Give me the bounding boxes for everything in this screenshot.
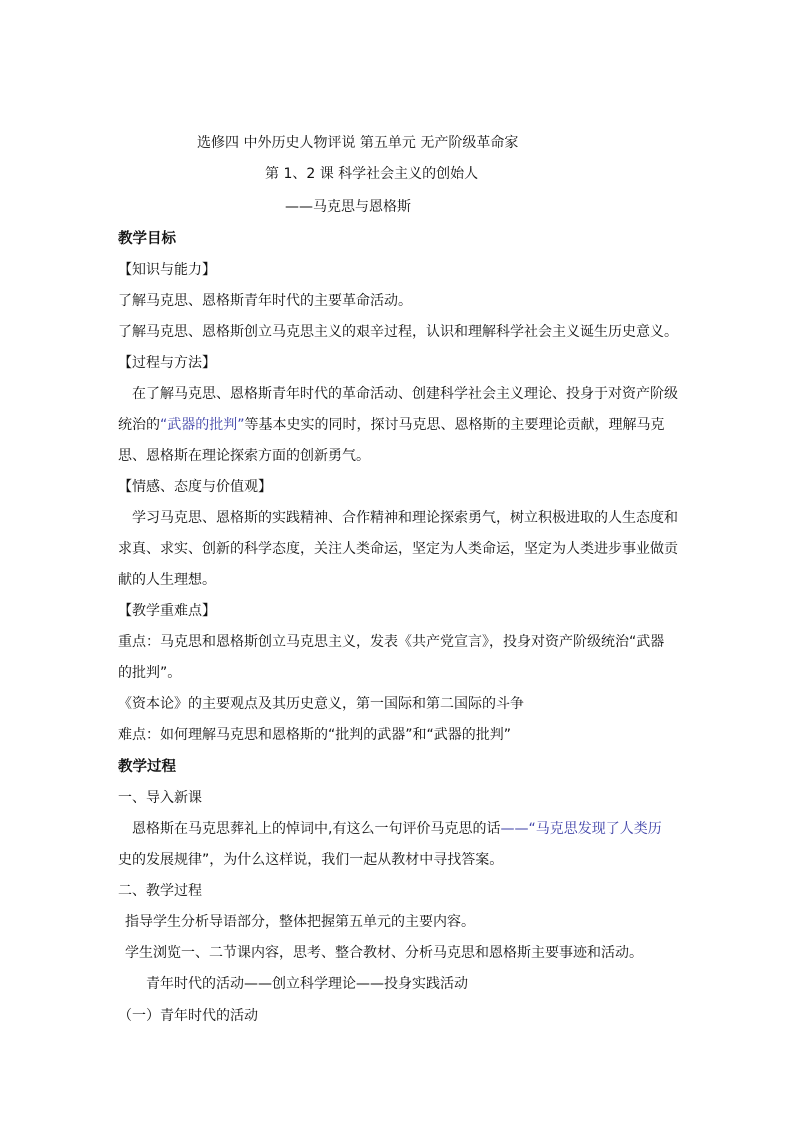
process-method-line-2-post: 等基本史实的同时，探讨马克思、恩格斯的主要理论贡献，理解马克 <box>244 417 665 433</box>
emotion-heading: 【情感、态度与价值观】 <box>118 479 272 495</box>
emotion-line-1: 学习马克思、恩格斯的实践精神、合作精神和理论探索勇气，树立积极进取的人生态度和 <box>132 510 678 526</box>
process-method-line-3: 思、恩格斯在理论探索方面的创新勇气。 <box>118 448 370 464</box>
process-method-line-2 <box>118 415 665 435</box>
key-point-line-2: 的批判”。 <box>118 665 182 681</box>
process-method-line-1: 在了解马克思、恩格斯青年时代的革命活动、创建科学社会主义理论、投身于对资产阶级 <box>132 386 678 402</box>
intro-line-1-pre: 恩格斯在马克思葬礼上的悼词中,有这么一句评价马克思的话 <box>132 821 501 837</box>
process-method-heading: 【过程与方法】 <box>118 355 216 371</box>
section-intro-heading: 一、导入新课 <box>118 790 202 806</box>
process-flow: 青年时代的活动——创立科学理论——投身实践活动 <box>146 976 468 992</box>
intro-line-2: 史的发展规律”，为什么这样说，我们一起从教材中寻找答案。 <box>118 852 504 868</box>
intro-line-1 <box>132 819 662 839</box>
marx-quote: ——“马克思发现了人类历 <box>500 821 662 837</box>
lesson-subtitle: ——马克思与恩格斯 <box>285 199 411 215</box>
lesson-title: 第 1、2 课 科学社会主义的创始人 <box>265 166 479 182</box>
weapon-criticism-quote: “武器的批判” <box>160 417 245 433</box>
objectives-heading: 教学目标 <box>118 231 176 247</box>
process-method-line-2-pre: 统治的 <box>118 417 160 433</box>
emotion-line-3: 献的人生理想。 <box>118 572 216 588</box>
subsection-youth-heading: （一）青年时代的活动 <box>118 1008 258 1024</box>
key-points-heading: 【教学重难点】 <box>118 603 216 619</box>
knowledge-heading: 【知识与能力】 <box>118 262 216 278</box>
teaching-process-heading: 教学过程 <box>118 759 176 775</box>
difficult-point: 难点：如何理解马克思和恩格斯的“批判的武器”和“武器的批判” <box>118 727 512 743</box>
knowledge-item-2: 了解马克思、恩格斯创立马克思主义的艰辛过程，认识和理解科学社会主义诞生历史意义。 <box>118 324 678 340</box>
document-title: 选修四 中外历史人物评说 第五单元 无产阶级革命家 <box>197 135 519 151</box>
key-point-line-1: 重点：马克思和恩格斯创立马克思主义，发表《共产党宣言》，投身对资产阶级统治“武器 <box>118 634 665 650</box>
emotion-line-2: 求真、求实、创新的科学态度，关注人类命运，坚定为人类命运，坚定为人类进步事业做贡 <box>118 541 678 557</box>
process-step-2: 学生浏览一、二节课内容，思考、整合教材、分析马克思和恩格斯主要事迹和活动。 <box>125 945 643 961</box>
knowledge-item-1: 了解马克思、恩格斯青年时代的主要革命活动。 <box>118 293 412 309</box>
key-point-line-3: 《资本论》的主要观点及其历史意义，第一国际和第二国际的斗争 <box>118 696 524 712</box>
section-process-heading: 二、教学过程 <box>118 883 202 899</box>
process-step-1: 指导学生分析导语部分，整体把握第五单元的主要内容。 <box>125 914 475 930</box>
